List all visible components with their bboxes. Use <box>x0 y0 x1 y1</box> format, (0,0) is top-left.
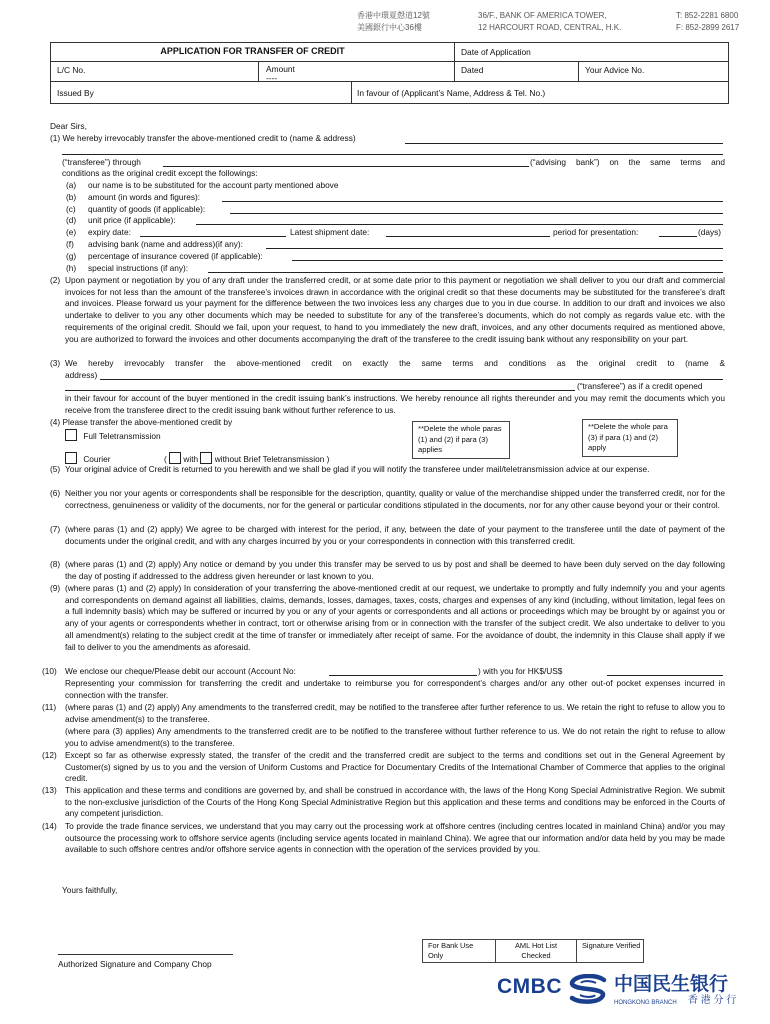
item-b-key: (b) <box>66 192 77 202</box>
latest-shipment-line[interactable] <box>386 236 550 237</box>
without-brief-label: without Brief Teletransmission ) <box>214 454 330 464</box>
advising-bank-line[interactable] <box>163 166 529 167</box>
signature-verified: Signature Verified <box>582 941 641 950</box>
para-8-text: (where paras (1) and (2) apply) Any notice or demand by you under this transfer may be served to us by post and shall be deemed to have been duly served on the day following the day of posting if addressed to the address given hereunder or last known to you. <box>65 559 725 581</box>
para-12-number: (12) <box>42 750 57 760</box>
advising-bank-address-line[interactable] <box>266 248 723 249</box>
item-b-text: amount (in words and figures): <box>88 192 201 202</box>
item-f-key: (f) <box>66 239 74 249</box>
item-c-key: (c) <box>66 204 76 214</box>
item-h-key: (h) <box>66 263 77 273</box>
item-f-text: advising bank (name and address)(if any): <box>88 239 243 249</box>
full-teletransmission-option[interactable] <box>65 429 161 443</box>
branch-name-english: HONGKONG BRANCH <box>614 1000 677 1006</box>
para-3-transferee-line[interactable] <box>65 390 575 391</box>
para-3-address-label: address) <box>65 370 98 380</box>
closing: Yours faithfully, <box>62 885 118 895</box>
advising-bank-label: (“advising bank”) on the same terms and <box>530 157 725 167</box>
insurance-percentage-line[interactable] <box>292 260 723 261</box>
account-number-line[interactable] <box>329 675 477 676</box>
amount-field[interactable] <box>266 65 295 83</box>
commission-amount-line[interactable] <box>607 675 723 676</box>
item-e-text: expiry date: <box>88 227 131 237</box>
cmbc-logo-icon <box>566 974 610 1004</box>
item-d-key: (d) <box>66 215 77 225</box>
delete-note-para-1-2: **Delete the whole para (3) if para (1) and (2) apply <box>582 419 678 457</box>
para-12-text: Except so far as otherwise expressly stated, the transfer of the credit and the transferred credit are subject to the terms and conditions set out in the General Agreement by Customer(s) signed by us to you and the version of Uniform Customs and Practice for Documentary Credits of the International Chamber of Commerce that applies to the original credit. <box>65 750 725 784</box>
item-f <box>66 239 243 251</box>
address-cn-line1: 香港中環夏慤道12號 <box>357 11 430 20</box>
para-3-address-line[interactable] <box>100 379 723 380</box>
para-3-text-d: in their favour for account of the buyer mentioned in the credit issuing bank’s instructions. We hereby renounce all rights thereunder and you may remit the documents which you receive from the transferee direct to the credit issuing bank without further reference to us. <box>65 393 725 415</box>
item-d <box>66 215 176 227</box>
address-en-line1: 36/F., BANK OF AMERICA TOWER, <box>478 11 607 20</box>
bank-use-box <box>422 939 644 963</box>
para-8-number: (8) <box>50 559 61 569</box>
telephone: T: 852-2281 6800 <box>676 11 739 20</box>
para-11-text-a: (where paras (1) and (2) apply) Any amendments to the transferred credit, may be notified to the transferee after further reference to us. We retain the right to refuse to allow you to advise amendment(s) to the transferee. <box>65 702 725 724</box>
full-teletransmission-label: Full Teletransmission <box>83 431 161 441</box>
with-label: with <box>183 454 199 464</box>
para-11-number: (11) <box>42 702 57 712</box>
item-b <box>66 192 200 204</box>
para-13-number: (13) <box>42 785 57 795</box>
bank-chinese-name: 中国民生银行 <box>614 974 729 995</box>
conditions-intro: conditions as the original credit except the followings: <box>62 168 258 178</box>
cmbc-wordmark: CMBC <box>497 975 562 998</box>
para-14-number: (14) <box>42 821 57 831</box>
amount-dashes: ---- <box>266 73 278 83</box>
signature-line[interactable] <box>58 954 233 955</box>
address-chinese <box>357 10 430 34</box>
amount-label: Amount <box>266 64 295 74</box>
with-brief-checkbox[interactable] <box>169 452 181 464</box>
para-10-text-b: ) with you for HK$/US$ <box>478 666 563 676</box>
para-14-text: To provide the trade finance services, we understand that you may carry out the processing work at offshore centres (including centres located in mainland China) and/or you may outsource the processing work to offshore service agents (including service agents located in mainland China). We agree that our information and/or data held by you may be made available to such offshore centres and/or offshore service agents in connection with the operation of the services provided by you. <box>65 821 725 855</box>
para-13-text: This application and these terms and conditions are governed by, and shall be construed in accordance with, the laws of the Hong Kong Special Administrative Region. We submit to the non-exclusive jurisdiction of the Courts of the Hong Kong Special Administrative Region but this application and these terms and conditions may be enforced in the Courts of any competent jurisdiction. <box>65 785 725 819</box>
para-3-number: (3) <box>50 358 61 368</box>
para-1-number: (1) <box>50 133 61 143</box>
para-1 <box>50 133 356 145</box>
para-10-text-a: We enclose our cheque/Please debit our account (Account No: <box>65 666 296 676</box>
item-g <box>66 251 263 263</box>
courier-checkbox[interactable] <box>65 452 77 464</box>
item-a-key: (a) <box>66 180 77 190</box>
para-10-number: (10) <box>42 666 57 676</box>
application-header-grid <box>50 42 729 104</box>
para-3-transferee-label: (“transferee”) as if a credit opened <box>577 381 703 391</box>
lc-number-field[interactable]: L/C No. <box>57 65 86 75</box>
period-presentation-label: period for presentation: <box>553 227 639 237</box>
para-4-number: (4) <box>50 417 61 427</box>
issued-by-field[interactable]: Issued By <box>57 88 94 98</box>
item-e-key: (e) <box>66 227 77 237</box>
quantity-of-goods-line[interactable] <box>230 213 723 214</box>
item-c-text: quantity of goods (if applicable): <box>88 204 206 214</box>
dated-field[interactable]: Dated <box>461 65 484 75</box>
address-en-line2: 12 HARCOURT ROAD, CENTRAL, H.K. <box>478 23 622 32</box>
signature-label: Authorized Signature and Company Chop <box>58 959 212 969</box>
para-10-text-c: Representing your commission for transferring the credit and undertake to reimburse you for correspondent’s charges and/or any other out-of pocket expenses incurred in connection with the transfer. <box>65 678 725 700</box>
para-2-text: Upon payment or negotiation by you of any draft under the transferred credit, or at some date prior to this payment or negotiation we shall deliver to you our draft and commercial invoices for not less than the amount of the transferee’s invoices drawn in accordance with the original credit so that these documents may be substituted for the transferee’s draft and invoices. Please forward us your payment for the difference between the two invoices less any charges due to you in due course. In addition to our draft and invoices we also undertake to deliver to you any other documents which may be needed to substitute for any of the transferee’s documents, which do not comply as regards value etc. with the requirements of the original credit. Should we fail, upon your request, to hand to you immediately the new draft, invoices, and any other documents required as mentioned above, you are authorized to forward the invoices and other documents accompanying the draft of the transferee to the credit issuing bank without any responsibility on your part. <box>65 275 725 344</box>
latest-shipment-label: Latest shipment date: <box>290 227 370 237</box>
fax: F: 852-2899 2617 <box>676 23 740 32</box>
item-a <box>66 180 338 192</box>
aml-hot-list-checked: AML Hot List Checked <box>496 940 577 962</box>
para-7-number: (7) <box>50 524 61 534</box>
unit-price-line[interactable] <box>196 224 723 225</box>
para-9-number: (9) <box>50 583 61 593</box>
para-2-number: (2) <box>50 275 61 285</box>
without-brief-checkbox[interactable] <box>200 452 212 464</box>
para-3-text-a: We hereby irrevocably transfer the above-mentioned credit on exactly the same terms and conditions as the original credit to (name & <box>65 358 725 368</box>
amount-in-words-line[interactable] <box>222 201 723 202</box>
para-7-text: (where paras (1) and (2) apply) We agree to be charged with interest for the period, if any, between the date of your payment to the transferee until the date of payment of the documents under the original credit, and with any charges incurred by you or your correspondents in connection with this transferred credit. <box>65 524 725 546</box>
period-presentation-line[interactable] <box>659 236 697 237</box>
para-1-text: We hereby irrevocably transfer the above-mentioned credit to (name & address) <box>62 133 356 143</box>
transferee-address-line[interactable] <box>62 154 723 155</box>
transferee-name-line[interactable] <box>405 143 723 144</box>
address-english <box>478 10 621 34</box>
para-4 <box>50 417 232 429</box>
form-title: APPLICATION FOR TRANSFER OF CREDIT <box>160 46 345 56</box>
item-g-key: (g) <box>66 251 77 261</box>
courier-label: Courier <box>83 454 111 464</box>
item-c <box>66 204 205 216</box>
date-of-application-field[interactable]: Date of Application <box>461 47 531 57</box>
paren-open: ( <box>164 454 167 464</box>
salutation: Dear Sirs, <box>50 121 87 131</box>
para-6-number: (6) <box>50 488 61 498</box>
item-h <box>66 263 188 275</box>
your-advice-number-field[interactable]: Your Advice No. <box>585 65 645 75</box>
expiry-date-line[interactable] <box>140 236 286 237</box>
para-6-text: Neither you nor your agents or correspondents shall be responsible for the description, quantity, quality or value of the merchandise shipped under the transferred credit, nor for the correctness, genuineness or validity of the documents, nor for the general or particular conditions stipulated in the documents, nor for any other cause beyond your or their control. <box>65 488 725 510</box>
item-a-text: our name is to be substituted for the account party mentioned above <box>88 180 339 190</box>
days-label: (days) <box>698 227 722 237</box>
para-9-text: (where paras (1) and (2) apply) In consideration of your transferring the above-mentioned credit at our request, we undertake to promptly and fully indemnify you and your agents and correspondents on demand against all liabilities, claims, demands, losses, damages, taxes, costs, charges and expenses of any kind (including, without limitation, legal fees on a full indemnity basis) which may be suffered or incurred by you or any of your agents or correspondents and all actions or proceedings which may be brought by or against you or any of your agents or correspondents whether in contract, tort or otherwise arising from or in connection with the transfer of the subject credit. We also undertake to deliver to you all amendment(s) relating to the subject credit at the time of transfer or immediately after receipt of same. For the avoidance of doubt, the indemnity in this Clause shall apply if we fail to deliver to you the amendments as aforesaid. <box>65 583 725 652</box>
para-4-text: Please transfer the above-mentioned credit by <box>62 417 233 427</box>
item-e <box>66 227 131 239</box>
item-h-text: special instructions (if any): <box>88 263 189 273</box>
para-5-number: (5) <box>50 464 61 474</box>
special-instructions-line[interactable] <box>208 272 723 273</box>
transferee-label: (“transferee”) through <box>62 157 141 167</box>
para-11-text-b: (where para (3) applies) Any amendments to the transferred credit are to be notified to the transferee without further reference to us. We do not retain the right to refuse to allow you to advise amendment(s) to the transferee. <box>65 726 725 748</box>
for-bank-use-only: For Bank Use Only <box>423 940 496 962</box>
full-teletransmission-checkbox[interactable] <box>65 429 77 441</box>
branch-name-chinese: 香 港 分 行 <box>688 995 737 1006</box>
in-favour-of-field[interactable]: In favour of (Applicant’s Name, Address & Tel. No.) <box>357 88 546 98</box>
para-5-text: Your original advice of Credit is returned to you herewith and we shall be glad if you will notify the transferee under mail/teletransmission advice at our expense. <box>65 464 650 474</box>
delete-note-para-3: **Delete the whole paras (1) and (2) if para (3) applies <box>412 421 510 459</box>
item-d-text: unit price (if applicable): <box>88 215 176 225</box>
address-cn-line2: 美國銀行中心36樓 <box>357 23 422 32</box>
contact-numbers <box>676 10 739 34</box>
item-g-text: percentage of insurance covered (if applicable): <box>88 251 263 261</box>
